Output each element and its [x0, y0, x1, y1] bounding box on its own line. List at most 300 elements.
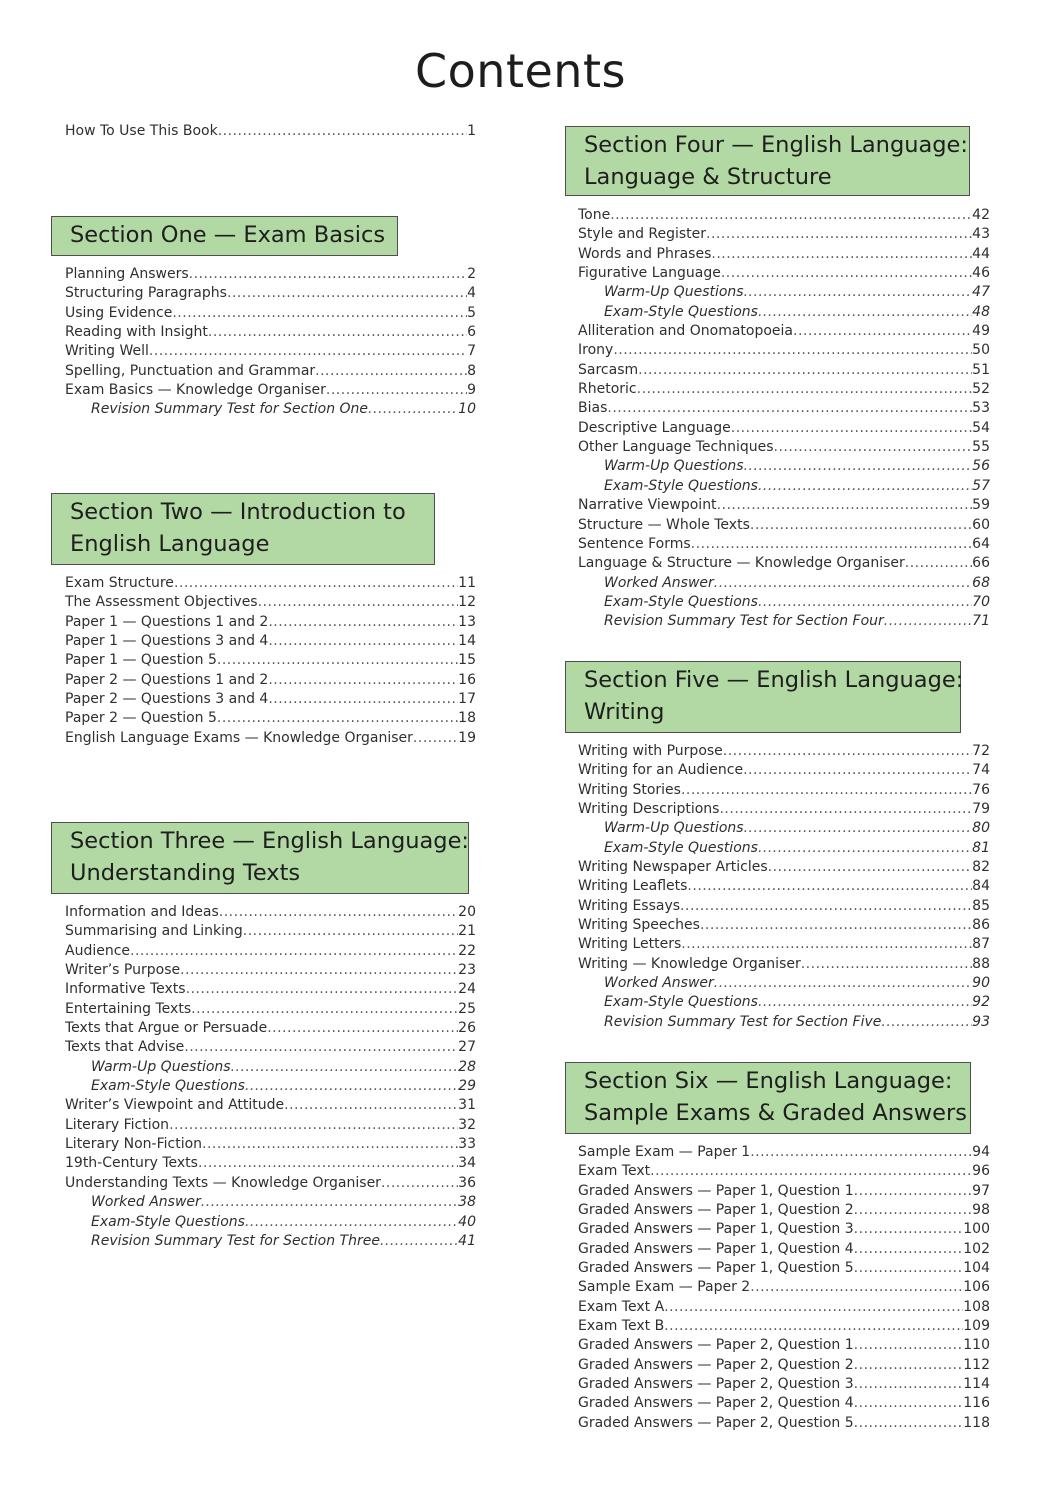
toc-entry: [65, 961, 476, 980]
toc-entry-title: Graded Answers — Paper 1, Question 4: [578, 1240, 854, 1257]
dot-leader: [711, 245, 972, 264]
toc-entry-page: 94: [972, 1144, 990, 1160]
dot-leader: [172, 304, 467, 323]
dot-leader: [638, 361, 972, 380]
toc-entry-page: 110: [963, 1337, 990, 1354]
toc-entry-title: Writing Leaflets: [578, 878, 688, 895]
section-two-list: [65, 574, 476, 748]
toc-entry: [578, 303, 990, 322]
section-heading-line: Section Two — Introduction to: [70, 499, 406, 525]
toc-entry-title: Texts that Advise: [65, 1039, 185, 1056]
dot-leader: [326, 381, 467, 400]
toc-entry-page: 84: [972, 878, 990, 895]
toc-entry: [578, 1240, 990, 1259]
dot-leader: [650, 1162, 972, 1181]
toc-entry-title: Graded Answers — Paper 2, Question 4: [578, 1395, 854, 1412]
section-heading-line: Language & Structure: [584, 164, 832, 190]
toc-entry-title: Language & Structure — Knowledge Organiser: [578, 555, 905, 572]
section-five-list: [578, 742, 990, 1032]
toc-entry: [65, 1135, 476, 1154]
toc-entry: [578, 206, 990, 225]
toc-entry: [65, 690, 476, 709]
toc-entry-page: 5: [467, 304, 476, 321]
toc-entry-page: 10: [458, 401, 476, 418]
toc-entry-title: Graded Answers — Paper 1, Question 2: [578, 1202, 854, 1219]
dot-leader: [758, 303, 972, 322]
dot-leader: [267, 1019, 458, 1038]
dot-leader: [191, 1000, 458, 1019]
toc-entry-title: Structure — Whole Texts: [578, 516, 750, 533]
toc-entry-page: 36: [458, 1174, 476, 1191]
toc-entry-page: 12: [458, 594, 476, 611]
dot-leader: [758, 993, 972, 1012]
toc-entry-title: Writing — Knowledge Organiser: [578, 955, 801, 972]
toc-entry: [578, 593, 990, 612]
dot-leader: [217, 709, 458, 728]
toc-entry-page: 72: [972, 743, 990, 759]
toc-entry-title: Narrative Viewpoint: [578, 497, 717, 514]
toc-entry-title: Figurative Language: [578, 265, 721, 282]
toc-entry-page: 70: [972, 593, 990, 610]
toc-entry-page: 42: [972, 207, 990, 223]
toc-entry-title: 19th-Century Texts: [65, 1155, 198, 1172]
toc-entry-title: The Assessment Objectives: [65, 594, 258, 611]
toc-entry-title: Exam Text: [578, 1163, 651, 1180]
toc-entry-page: 49: [972, 323, 990, 340]
toc-entry-page: 9: [467, 382, 476, 399]
toc-entry-title: Exam-Style Questions: [604, 994, 758, 1011]
toc-entry: [578, 612, 990, 631]
dot-leader: [714, 574, 972, 593]
toc-entry-page: 82: [972, 859, 990, 876]
dot-leader: [854, 1259, 964, 1278]
toc-entry-title: Words and Phrases: [578, 245, 712, 262]
dot-leader: [721, 264, 972, 283]
toc-entry: [578, 283, 990, 302]
toc-entry: [578, 1220, 990, 1239]
toc-entry-title: Worked Answer: [604, 574, 714, 591]
toc-entry-page: 41: [458, 1232, 476, 1249]
toc-entry-page: 71: [972, 613, 990, 630]
dot-leader: [743, 761, 972, 780]
toc-entry: [578, 1336, 990, 1355]
dot-leader: [719, 800, 972, 819]
toc-entry-title: Warm-Up Questions: [604, 820, 744, 837]
toc-entry: [578, 974, 990, 993]
dot-leader: [881, 1013, 972, 1032]
toc-entry-page: 59: [972, 497, 990, 514]
section-six-list: [578, 1143, 990, 1433]
toc-entry-page: 24: [458, 981, 476, 998]
dot-leader: [268, 671, 458, 690]
toc-entry-page: 74: [972, 762, 990, 779]
toc-entry-title: Sample Exam — Paper 2: [578, 1279, 751, 1296]
dot-leader: [245, 1213, 458, 1232]
toc-entry-title: Writing with Purpose: [578, 743, 723, 759]
toc-entry-title: Exam Basics — Knowledge Organiser: [65, 382, 326, 399]
toc-entry: [65, 1174, 476, 1193]
toc-entry: [578, 535, 990, 554]
dot-leader: [149, 342, 467, 361]
toc-entry: [578, 955, 990, 974]
toc-entry-page: 6: [467, 324, 476, 341]
toc-entry: [578, 1375, 990, 1394]
toc-entry-title: Writing Speeches: [578, 917, 700, 934]
dot-leader: [717, 496, 973, 515]
toc-entry-title: Informative Texts: [65, 981, 186, 998]
section-three-list: [65, 903, 476, 1251]
toc-entry-page: 97: [972, 1182, 990, 1199]
dot-leader: [231, 1058, 459, 1077]
toc-entry-title: Bias: [578, 400, 608, 417]
toc-entry: [65, 400, 476, 419]
toc-entry-title: Writing Newspaper Articles: [578, 859, 768, 876]
toc-entry-page: 60: [972, 516, 990, 533]
toc-entry-title: English Language Exams — Knowledge Organiser: [65, 729, 413, 746]
toc-entry-title: Paper 1 — Question 5: [65, 652, 217, 669]
toc-entry: [65, 903, 476, 922]
dot-leader: [680, 897, 972, 916]
toc-entry-page: 64: [972, 535, 990, 552]
toc-entry: [65, 323, 476, 342]
toc-entry-page: 54: [972, 419, 990, 436]
dot-leader: [664, 1298, 963, 1317]
toc-entry: [578, 800, 990, 819]
dot-leader: [174, 574, 458, 593]
toc-entry-page: 46: [972, 265, 990, 282]
toc-entry-title: Revision Summary Test for Section Three: [91, 1232, 380, 1249]
toc-entry-title: Alliteration and Onomatopoeia: [578, 323, 794, 340]
toc-entry-page: 26: [458, 1020, 476, 1037]
toc-entry-page: 109: [963, 1318, 990, 1335]
toc-entry: [65, 574, 476, 593]
toc-entry-page: 98: [972, 1202, 990, 1219]
toc-entry: [65, 1193, 476, 1212]
toc-entry-page: 21: [458, 923, 476, 940]
toc-entry-page: 85: [972, 897, 990, 914]
toc-entry: [65, 1116, 476, 1135]
dot-leader: [854, 1201, 973, 1220]
toc-entry-title: Exam-Style Questions: [91, 1213, 245, 1230]
toc-entry: [65, 1232, 476, 1251]
toc-entry-title: Exam Structure: [65, 575, 174, 591]
dot-leader: [758, 477, 972, 496]
toc-entry: [65, 1038, 476, 1057]
dot-leader: [793, 322, 972, 341]
dot-leader: [854, 1414, 964, 1433]
section-heading-line: Section One — Exam Basics: [70, 222, 386, 248]
dot-leader: [700, 916, 972, 935]
toc-entry-title: Structuring Paragraphs: [65, 285, 227, 302]
toc-entry: [65, 1096, 476, 1115]
section-four-list: [578, 206, 990, 632]
dot-leader: [315, 362, 467, 381]
section-heading-line: Writing: [584, 699, 665, 725]
dot-leader: [884, 612, 972, 631]
dot-leader: [691, 535, 973, 554]
toc-entry-title: Exam-Style Questions: [604, 477, 758, 494]
toc-entry: [578, 742, 990, 761]
toc-entry-title: Revision Summary Test for Section One: [91, 401, 369, 418]
toc-entry-title: Rhetoric: [578, 381, 637, 398]
toc-entry: [578, 1201, 990, 1220]
toc-entry-page: 43: [972, 226, 990, 243]
toc-entry-title: Tone: [578, 207, 611, 223]
toc-entry-title: Revision Summary Test for Section Five: [604, 1013, 882, 1030]
dot-leader: [750, 1143, 972, 1162]
toc-entry: [578, 839, 990, 858]
toc-entry: [578, 1013, 990, 1032]
toc-entry: [578, 380, 990, 399]
toc-entry: [578, 1278, 990, 1297]
toc-entry: [65, 942, 476, 961]
section-two-heading: [51, 493, 435, 565]
toc-entry-page: 88: [972, 955, 990, 972]
dot-leader: [750, 1278, 963, 1297]
toc-entry: [578, 496, 990, 515]
page-title: Contents: [415, 44, 626, 98]
dot-leader: [184, 1038, 458, 1057]
toc-entry: [65, 1213, 476, 1232]
toc-entry-title: Style and Register: [578, 226, 707, 243]
toc-entry-title: Writer’s Viewpoint and Attitude: [65, 1097, 285, 1114]
dot-leader: [268, 690, 458, 709]
toc-entry: [65, 381, 476, 400]
toc-entry-title: Graded Answers — Paper 1, Question 5: [578, 1260, 854, 1277]
toc-entry-title: Texts that Argue or Persuade: [65, 1020, 268, 1037]
dot-leader: [681, 781, 972, 800]
toc-entry-page: 93: [972, 1013, 990, 1030]
dot-leader: [368, 400, 458, 419]
toc-entry-title: Irony: [578, 342, 614, 359]
toc-entry-page: 13: [458, 613, 476, 630]
toc-entry: [578, 993, 990, 1012]
toc-entry-title: Exam-Style Questions: [604, 303, 758, 320]
dot-leader: [202, 1135, 458, 1154]
toc-entry-title: Other Language Techniques: [578, 439, 774, 456]
toc-entry: [65, 729, 476, 748]
toc-entry-title: Descriptive Language: [578, 419, 731, 436]
toc-entry-page: 31: [458, 1097, 476, 1114]
toc-entry-page: 66: [972, 555, 990, 572]
dot-leader: [607, 399, 972, 418]
toc-entry-title: Exam-Style Questions: [91, 1078, 245, 1095]
dot-leader: [854, 1375, 964, 1394]
toc-entry: [65, 122, 476, 141]
toc-entry-title: Exam Text A: [578, 1298, 665, 1315]
dot-leader: [380, 1232, 458, 1251]
toc-entry-title: Exam Text B: [578, 1318, 665, 1335]
toc-entry-title: Writing Descriptions: [578, 801, 720, 818]
section-one-heading: [51, 216, 398, 256]
toc-entry: [578, 1394, 990, 1413]
dot-leader: [905, 554, 972, 573]
dot-leader: [245, 1077, 458, 1096]
toc-entry: [578, 225, 990, 244]
toc-entry: [578, 361, 990, 380]
toc-entry: [65, 265, 476, 284]
toc-entry-page: 16: [458, 671, 476, 688]
toc-entry-page: 102: [963, 1240, 990, 1257]
toc-entry: [578, 457, 990, 476]
section-heading-line: Section Six — English Language:: [584, 1068, 953, 1094]
toc-entry-title: Graded Answers — Paper 2, Question 1: [578, 1337, 854, 1354]
dot-leader: [201, 1193, 458, 1212]
toc-entry-page: 11: [458, 575, 476, 591]
toc-entry-page: 51: [972, 361, 990, 378]
toc-entry-page: 68: [972, 574, 990, 591]
toc-entry: [65, 922, 476, 941]
dot-leader: [774, 438, 973, 457]
intro-list: [65, 122, 476, 141]
toc-entry: [65, 632, 476, 651]
toc-entry-page: 34: [458, 1155, 476, 1172]
toc-entry-page: 81: [972, 839, 990, 856]
toc-entry-title: Graded Answers — Paper 2, Question 3: [578, 1376, 854, 1393]
dot-leader: [723, 742, 972, 761]
toc-entry-page: 86: [972, 917, 990, 934]
toc-entry-page: 116: [963, 1395, 990, 1412]
toc-entry-page: 118: [963, 1414, 990, 1431]
toc-entry-page: 14: [458, 633, 476, 650]
toc-entry: [578, 935, 990, 954]
toc-entry: [578, 264, 990, 283]
toc-entry-title: Summarising and Linking: [65, 923, 243, 940]
toc-entry-title: Audience: [65, 942, 131, 959]
toc-entry-title: Literary Fiction: [65, 1116, 170, 1133]
dot-leader: [706, 225, 972, 244]
toc-entry: [65, 284, 476, 303]
toc-entry: [65, 709, 476, 728]
toc-entry-page: 15: [458, 652, 476, 669]
toc-entry-page: 18: [458, 710, 476, 727]
toc-entry-title: How To Use This Book: [65, 123, 218, 139]
toc-entry: [65, 613, 476, 632]
toc-entry-title: Warm-Up Questions: [91, 1058, 231, 1075]
toc-entry: [65, 1154, 476, 1173]
toc-entry-page: 23: [458, 962, 476, 979]
dot-leader: [198, 1154, 458, 1173]
dot-leader: [681, 935, 972, 954]
toc-entry-page: 4: [467, 285, 476, 302]
toc-entry: [578, 1317, 990, 1336]
toc-entry-title: Sarcasm: [578, 361, 639, 378]
toc-entry-page: 56: [972, 458, 990, 475]
toc-entry-page: 112: [963, 1356, 990, 1373]
toc-entry-page: 2: [467, 266, 476, 282]
toc-entry-title: Writing for an Audience: [578, 762, 744, 779]
toc-entry-page: 79: [972, 801, 990, 818]
toc-entry: [578, 477, 990, 496]
section-six-heading: [565, 1062, 971, 1134]
dot-leader: [613, 341, 972, 360]
dot-leader: [217, 651, 458, 670]
toc-entry-title: Sentence Forms: [578, 535, 691, 552]
toc-entry-page: 87: [972, 936, 990, 953]
toc-entry-page: 55: [972, 439, 990, 456]
dot-leader: [268, 613, 458, 632]
toc-entry-page: 114: [963, 1376, 990, 1393]
toc-entry: [65, 651, 476, 670]
dot-leader: [854, 1220, 964, 1239]
dot-leader: [687, 877, 972, 896]
toc-entry-title: Graded Answers — Paper 2, Question 5: [578, 1414, 854, 1431]
dot-leader: [227, 284, 467, 303]
toc-entry: [578, 1143, 990, 1162]
toc-entry-page: 90: [972, 975, 990, 992]
toc-entry-page: 96: [972, 1163, 990, 1180]
toc-entry: [578, 399, 990, 418]
toc-entry-page: 57: [972, 477, 990, 494]
toc-entry: [578, 819, 990, 838]
toc-entry: [65, 362, 476, 381]
dot-leader: [208, 323, 467, 342]
toc-entry-title: Writing Stories: [578, 781, 681, 798]
toc-entry-page: 27: [458, 1039, 476, 1056]
toc-entry: [65, 1058, 476, 1077]
toc-entry-title: Writer’s Purpose: [65, 962, 181, 979]
dot-leader: [801, 955, 972, 974]
toc-entry-page: 106: [963, 1279, 990, 1296]
toc-entry-page: 22: [458, 942, 476, 959]
dot-leader: [664, 1317, 963, 1336]
toc-entry: [578, 1356, 990, 1375]
toc-entry-title: Writing Letters: [578, 936, 682, 953]
toc-entry-title: Using Evidence: [65, 304, 173, 321]
toc-entry-title: Paper 2 — Question 5: [65, 710, 217, 727]
toc-entry-title: Paper 2 — Questions 3 and 4: [65, 691, 269, 708]
toc-entry: [578, 1259, 990, 1278]
section-four-heading: [565, 126, 970, 196]
toc-entry-title: Graded Answers — Paper 2, Question 2: [578, 1356, 854, 1373]
toc-entry-page: 53: [972, 400, 990, 417]
toc-entry: [578, 897, 990, 916]
dot-leader: [413, 729, 458, 748]
toc-entry: [578, 1414, 990, 1433]
dot-leader: [189, 265, 467, 284]
toc-entry-page: 100: [963, 1221, 990, 1238]
dot-leader: [218, 122, 467, 141]
toc-entry-title: Paper 1 — Questions 1 and 2: [65, 613, 269, 630]
dot-leader: [258, 593, 459, 612]
dot-leader: [854, 1394, 964, 1413]
toc-entry: [578, 438, 990, 457]
toc-entry-title: Paper 2 — Questions 1 and 2: [65, 671, 269, 688]
toc-entry-title: Entertaining Texts: [65, 1000, 192, 1017]
toc-entry-title: Reading with Insight: [65, 324, 208, 341]
toc-entry-title: Exam-Style Questions: [604, 593, 758, 610]
toc-entry-page: 38: [458, 1194, 476, 1211]
dot-leader: [750, 516, 972, 535]
toc-entry: [578, 1298, 990, 1317]
dot-leader: [744, 457, 973, 476]
toc-entry: [65, 1077, 476, 1096]
dot-leader: [854, 1356, 964, 1375]
toc-entry-page: 44: [972, 245, 990, 262]
toc-entry-title: Paper 1 — Questions 3 and 4: [65, 633, 269, 650]
toc-entry-title: Planning Answers: [65, 266, 189, 282]
toc-entry: [578, 341, 990, 360]
toc-entry: [578, 916, 990, 935]
dot-leader: [243, 922, 458, 941]
dot-leader: [744, 819, 973, 838]
section-heading-line: Sample Exams & Graded Answers: [584, 1100, 967, 1126]
dot-leader: [186, 980, 459, 999]
section-one-list: [65, 265, 476, 420]
toc-entry-title: Warm-Up Questions: [604, 284, 744, 301]
toc-entry: [578, 1182, 990, 1201]
toc-entry-page: 80: [972, 820, 990, 837]
